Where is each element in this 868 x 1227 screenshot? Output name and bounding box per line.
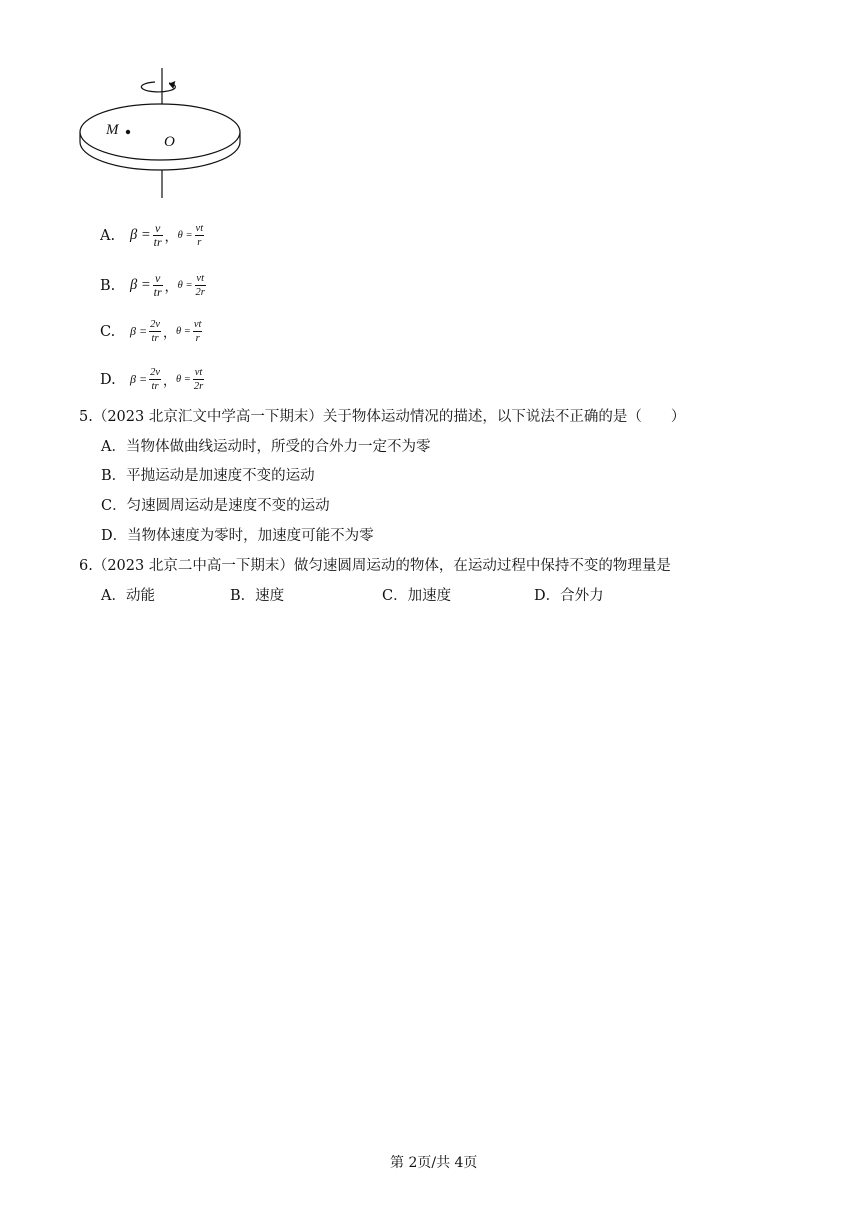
question-6-option-c: C．加速度 [382, 588, 452, 604]
theta-symbol: θ = [176, 326, 191, 337]
fraction-denominator: r [197, 237, 202, 248]
fraction-numerator: 2v [150, 319, 160, 330]
fraction-denominator: tr [151, 381, 159, 392]
option-label: A. [100, 227, 116, 244]
question-5-option-b: B．平抛运动是加速度不变的运动 [101, 468, 315, 484]
beta-fraction [153, 222, 163, 249]
rotating-disk-figure [76, 64, 251, 204]
beta-fraction [153, 272, 163, 299]
beta-fraction [149, 366, 161, 393]
label-o: O [164, 134, 175, 150]
question-6-stem: 6.（2023 北京二中高一下期末）做匀速圆周运动的物体，在运动过程中保持不变的物理量是 [79, 558, 671, 574]
fraction-denominator: tr [153, 235, 162, 249]
option-label: C. [100, 323, 116, 340]
separator-comma: ， [163, 374, 177, 389]
question-4-option-row [100, 318, 204, 345]
question-6-option-a: A．动能 [101, 588, 155, 604]
question-6-option-b: B．速度 [230, 588, 285, 604]
beta-symbol: β = [130, 372, 148, 386]
question-4-option-row [100, 272, 208, 299]
fraction-numerator: v [153, 222, 163, 236]
fraction-denominator: tr [151, 333, 159, 344]
fraction-numerator: vt [194, 367, 203, 378]
option-label: D. [100, 371, 116, 388]
beta-symbol: β = [130, 277, 151, 293]
fraction-denominator: 2r [195, 287, 205, 298]
theta-symbol: θ = [176, 374, 191, 385]
fraction-numerator: v [153, 272, 163, 286]
fraction-denominator: tr [153, 285, 162, 299]
question-4-option-row [100, 222, 206, 249]
question-5-option-c: C．匀速圆周运动是速度不变的运动 [101, 498, 330, 514]
question-5-option-d: D．当物体速度为零时，加速度可能不为零 [101, 528, 374, 544]
theta-symbol: θ = [177, 280, 193, 291]
question-5-option-a: A．当物体做曲线运动时，所受的合外力一定不为零 [101, 439, 431, 455]
theta-fraction [195, 222, 205, 249]
question-4-option-row [100, 366, 206, 393]
theta-fraction [195, 272, 206, 299]
page-number: 第 2页/共 4页 [390, 1155, 478, 1171]
fraction-denominator: r [195, 333, 200, 344]
fraction-numerator: vt [196, 273, 204, 284]
separator-comma: ， [164, 230, 178, 245]
separator-comma: ， [164, 280, 178, 295]
fraction-denominator: 2r [193, 381, 204, 392]
separator-comma: ， [163, 326, 177, 341]
question-6-option-d: D．合外力 [534, 588, 604, 604]
option-label: B. [100, 277, 116, 294]
fraction-numerator: vt [195, 223, 204, 234]
theta-symbol: θ = [177, 230, 193, 241]
fraction-numerator: 2v [150, 367, 160, 378]
label-m: M [106, 122, 119, 138]
beta-symbol: β = [130, 227, 151, 243]
beta-symbol: β = [130, 324, 148, 338]
theta-fraction [193, 366, 204, 393]
fraction-numerator: vt [193, 319, 202, 330]
question-5-stem: 5.（2023 北京汇文中学高一下期末）关于物体运动情况的描述，以下说法不正确的是（ ） [79, 409, 686, 425]
beta-fraction [149, 318, 161, 345]
theta-fraction [193, 318, 203, 345]
